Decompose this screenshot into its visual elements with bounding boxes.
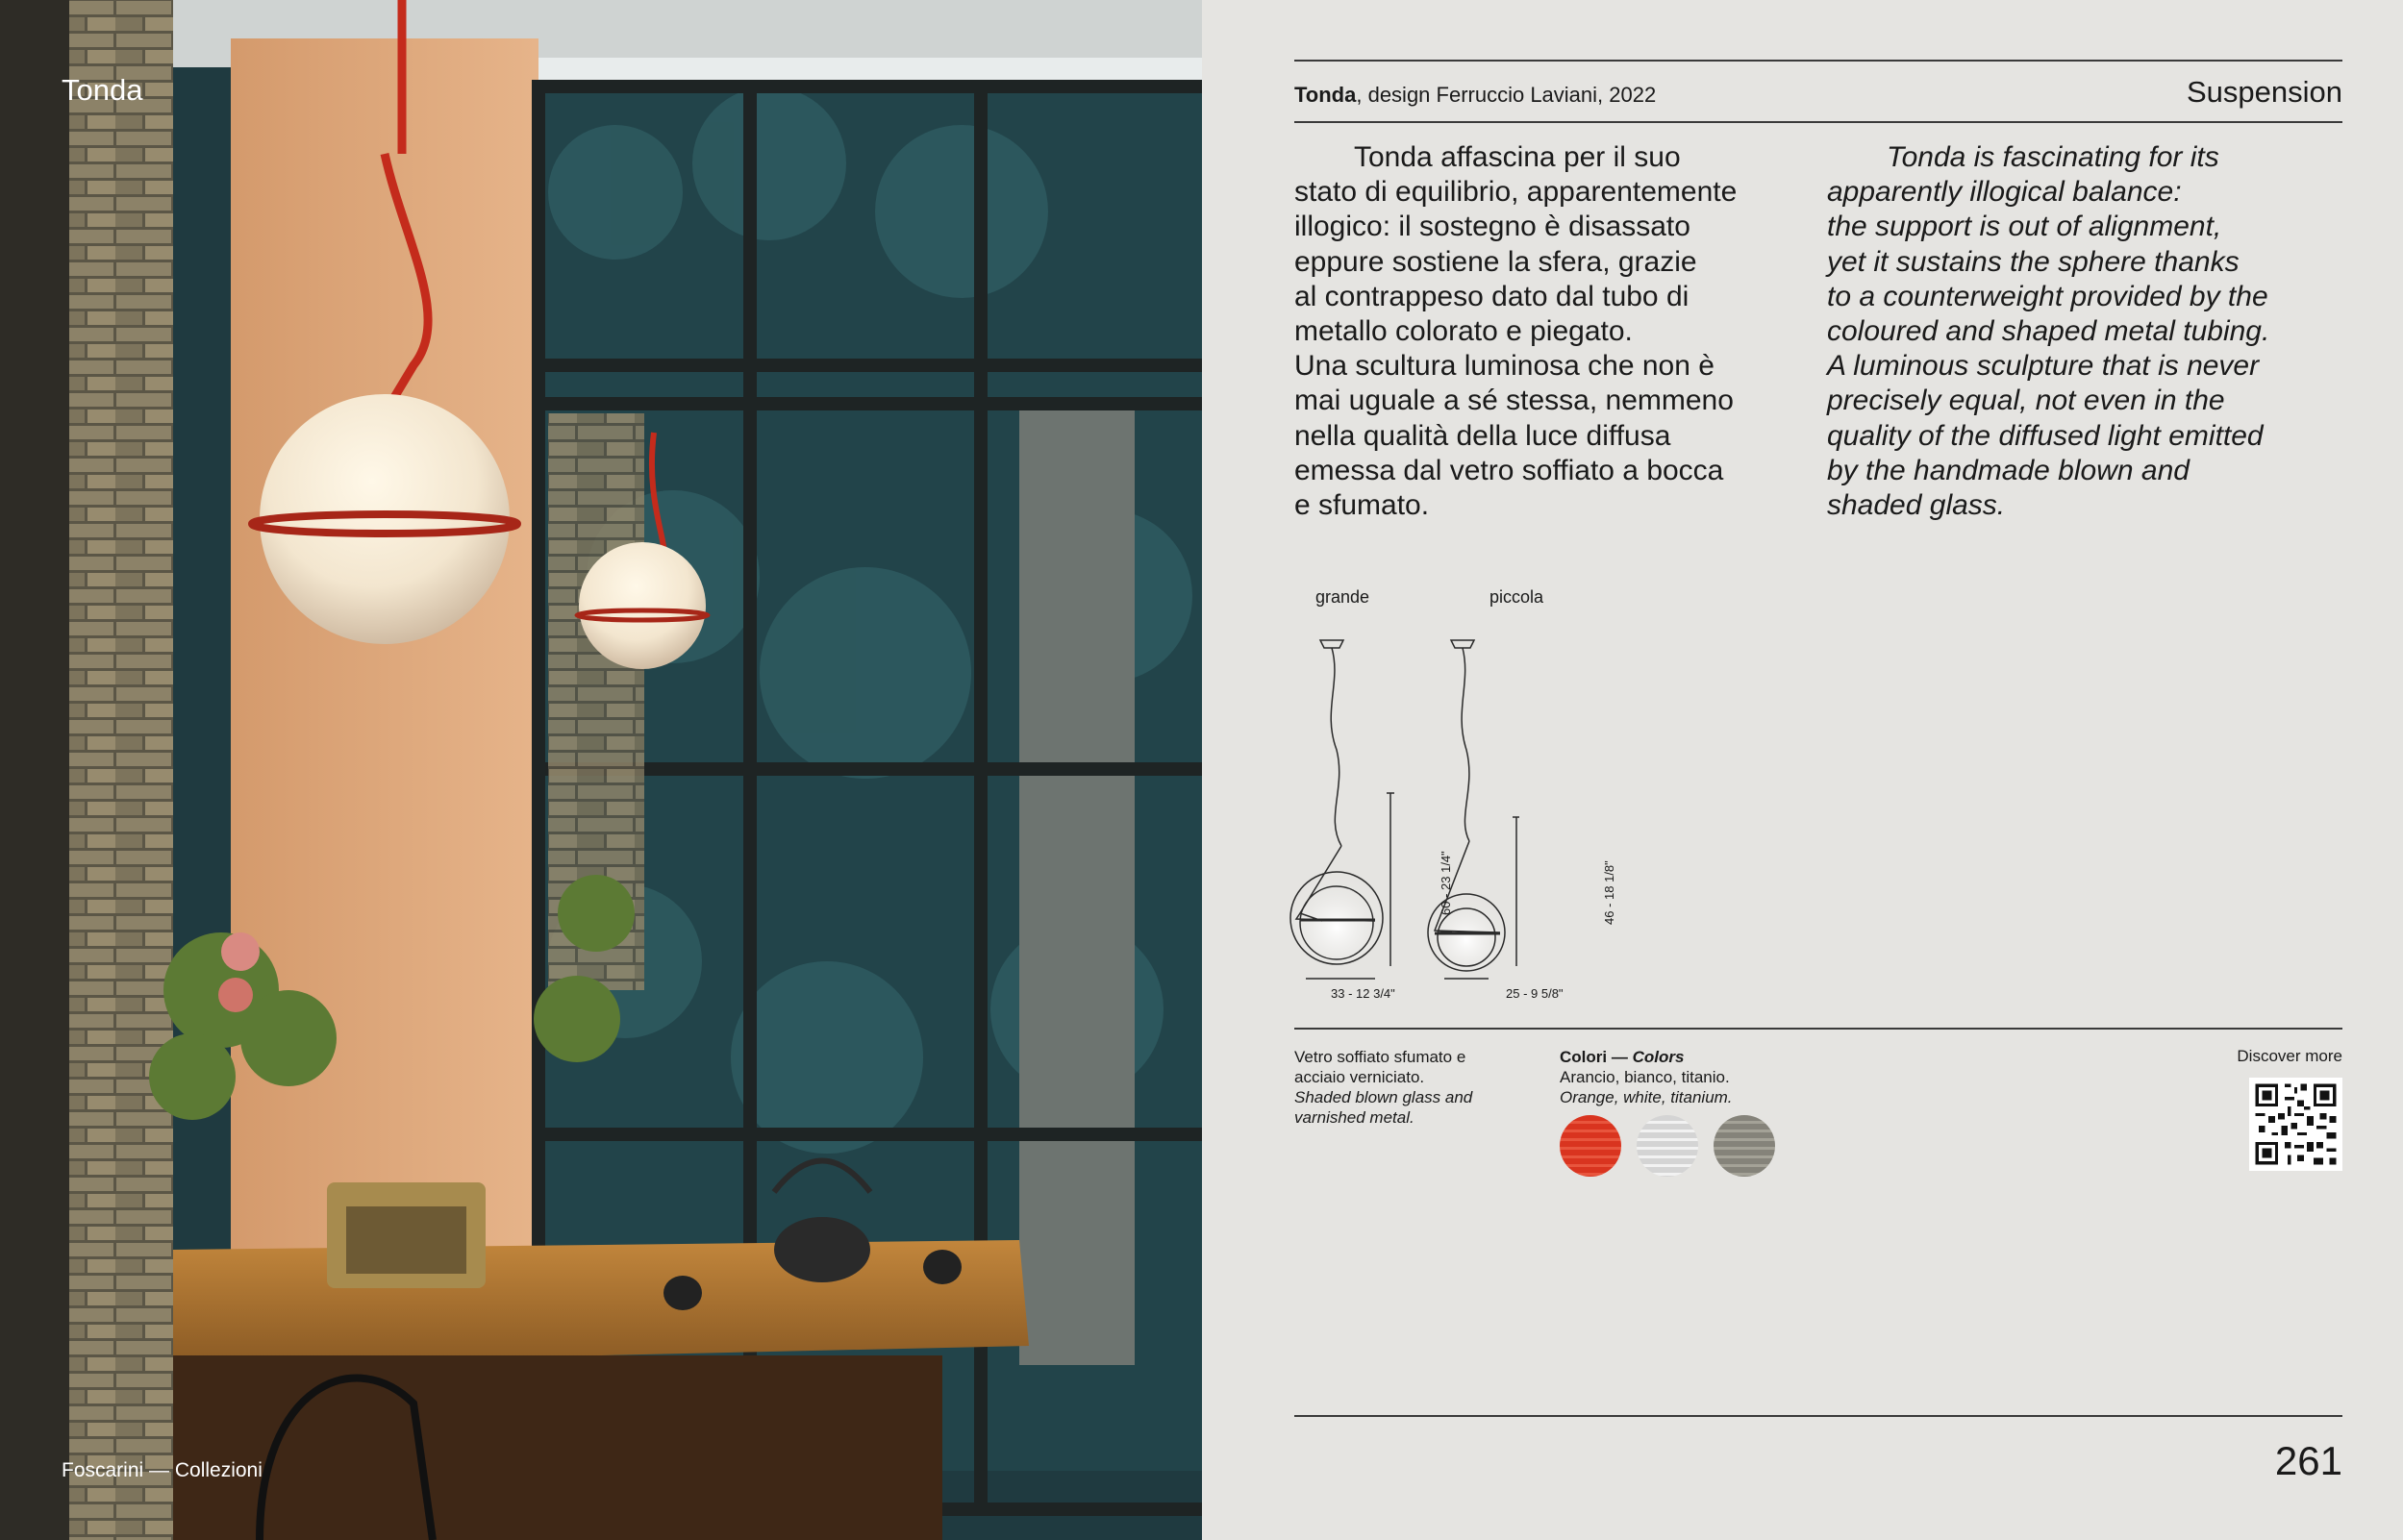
specs-rule	[1294, 1028, 2342, 1030]
discover-more-link[interactable]: Discover more	[2237, 1047, 2342, 1065]
colors-label: Colori —	[1560, 1048, 1633, 1066]
it-line: e sfumato.	[1294, 489, 1430, 522]
material-it-1: Vetro soffiato sfumato e	[1294, 1048, 1466, 1066]
it-line: mai uguale a sé stessa, nemmeno	[1294, 385, 1734, 417]
swatch-white	[1637, 1115, 1698, 1177]
page-number: 261	[2274, 1438, 2342, 1483]
en-line: coloured and shaped metal tubing.	[1827, 315, 2270, 348]
designer-line: , design Ferruccio Laviani, 2022	[1356, 83, 1657, 107]
product-name: Tonda	[1294, 83, 1357, 107]
grande-height-dim: 60 - 23 1/4"	[1439, 851, 1453, 915]
qr-code[interactable]	[2249, 1078, 2342, 1171]
en-line: quality of the diffused light emitted	[1827, 419, 2264, 452]
colors-info	[1560, 1047, 1810, 1107]
material-it-2: acciaio verniciato.	[1294, 1068, 1425, 1086]
piccola-drawing	[1428, 640, 1519, 979]
piccola-width-dim: 25 - 9 5/8"	[1506, 986, 1564, 1001]
en-line: A luminous sculpture that is never	[1827, 350, 2260, 383]
piccola-height-dim: 46 - 18 1/8"	[1602, 860, 1616, 925]
page-title: Tonda	[62, 73, 143, 107]
en-line: precisely equal, not even in the	[1827, 385, 2225, 417]
material-en-2: varnished metal.	[1294, 1108, 1414, 1127]
en-line: to a counterweight provided by the	[1827, 280, 2268, 312]
english-description	[1827, 140, 2327, 523]
it-line: illogico: il sostegno è disassato	[1294, 211, 1690, 243]
swatch-titanium	[1714, 1115, 1775, 1177]
product-heading	[1294, 83, 1656, 108]
size-piccola-label: piccola	[1489, 587, 1544, 607]
collection-footer: Foscarini — Collezioni	[62, 1459, 263, 1481]
italian-description	[1294, 140, 1794, 523]
top-rule	[1294, 60, 2342, 62]
it-line: Una scultura luminosa che non è	[1294, 350, 1715, 383]
en-line: shaded glass.	[1827, 489, 2006, 522]
colors-it: Arancio, bianco, titanio.	[1560, 1068, 1730, 1086]
grande-width-dim: 33 - 12 3/4"	[1331, 986, 1395, 1001]
grande-drawing	[1290, 640, 1394, 979]
colors-en: Orange, white, titanium.	[1560, 1088, 1733, 1106]
colors-label-en: Colors	[1632, 1048, 1685, 1066]
en-line: the support is out of alignment,	[1827, 211, 2222, 243]
lamp-drawings	[1279, 625, 1519, 990]
en-line: Tonda is fascinating for its	[1887, 141, 2219, 173]
material-info	[1294, 1047, 1515, 1128]
category-label: Suspension	[2186, 75, 2342, 109]
it-line: nella qualità della luce diffusa	[1294, 419, 1671, 452]
en-line: yet it sustains the sphere thanks	[1827, 245, 2240, 278]
product-text-page	[1202, 0, 2403, 1540]
it-line: al contrappeso dato dal tubo di	[1294, 280, 1690, 312]
it-line: stato di equilibrio, apparentemente	[1294, 176, 1738, 209]
it-line: emessa dal vetro soffiato a bocca	[1294, 454, 1724, 486]
size-grande-label: grande	[1314, 587, 1370, 607]
en-line: by the handmade blown and	[1827, 454, 2190, 486]
material-en-1: Shaded blown glass and	[1294, 1088, 1473, 1106]
it-line: metallo colorato e piegato.	[1294, 315, 1633, 348]
it-line: Tonda affascina per il suo	[1354, 141, 1681, 173]
swatch-orange	[1560, 1115, 1621, 1177]
footer-rule	[1294, 1415, 2342, 1417]
it-line: eppure sostiene la sfera, grazie	[1294, 245, 1697, 278]
en-line: apparently illogical balance:	[1827, 176, 2182, 209]
header-rule	[1294, 121, 2342, 123]
